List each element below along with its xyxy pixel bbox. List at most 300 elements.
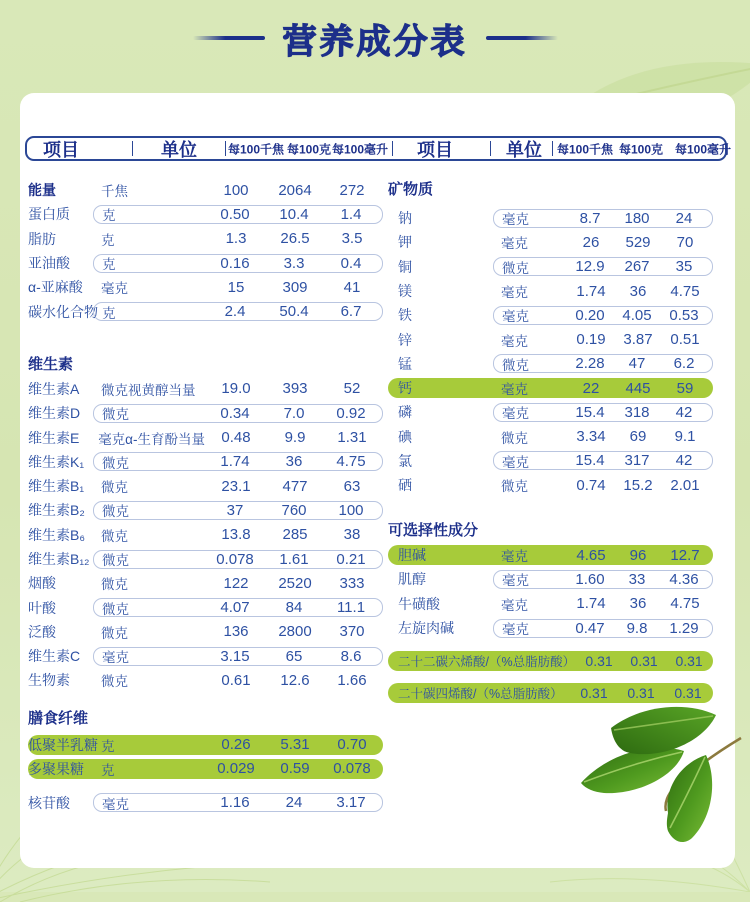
item-value: 0.31	[585, 653, 613, 670]
item-value: 0.50	[220, 205, 250, 223]
header-divider	[552, 141, 553, 156]
item-value: 393	[282, 380, 308, 398]
table-row	[388, 327, 713, 351]
header-col-per100kj-left: 每100千焦	[227, 142, 285, 156]
item-value: 1.31	[337, 429, 367, 447]
row-values	[493, 427, 713, 446]
item-unit: 毫克	[101, 281, 128, 297]
page-title: 营养成分表	[282, 22, 468, 61]
item-unit: 克	[102, 257, 116, 273]
item-value: 12.6	[280, 671, 310, 689]
item-value: 136	[223, 623, 249, 641]
table-row	[388, 400, 713, 424]
item-unit: 微克	[101, 674, 128, 690]
item-value: 15.2	[623, 476, 653, 494]
item-value: 4.05	[622, 306, 652, 324]
item-value: 4.07	[220, 599, 250, 617]
item-value: 100	[223, 181, 249, 199]
item-unit: 毫克	[102, 796, 129, 812]
table-row	[388, 230, 713, 254]
header-item-right: 项目	[417, 139, 453, 160]
item-unit: 微克	[102, 504, 129, 520]
row-values	[493, 282, 713, 301]
header-col-per100g-right: 每100克	[618, 142, 664, 156]
row-values	[93, 229, 383, 248]
item-unit: 毫克	[102, 650, 129, 666]
table-row	[388, 473, 713, 497]
item-unit: 微克	[502, 260, 529, 276]
item-value: 36	[629, 282, 647, 300]
row-values	[93, 759, 383, 778]
table-row	[388, 567, 713, 591]
item-name: 二十碳四烯酸/（%总脂肪酸）	[398, 687, 563, 702]
item-name: 脂肪	[28, 230, 56, 247]
item-value: 1.74	[576, 282, 606, 300]
item-value: 6.7	[340, 303, 362, 321]
item-value: 0.31	[627, 685, 655, 702]
section-header: 膳食纤维	[28, 709, 89, 727]
item-value: 0.74	[576, 476, 606, 494]
item-name: 蛋白质	[28, 206, 70, 223]
nutrition-table-left	[28, 178, 383, 815]
table-row	[28, 668, 383, 692]
item-value: 1.3	[225, 230, 247, 248]
item-name: 维生素B₆	[28, 526, 85, 543]
table-row	[388, 378, 713, 398]
item-value: 2800	[278, 623, 312, 641]
item-name: 铁	[398, 307, 412, 324]
item-value: 19.0	[221, 380, 251, 398]
item-name: 低聚半乳糖	[28, 736, 98, 753]
header-item-left: 项目	[43, 139, 79, 160]
item-name: 肌醇	[398, 571, 426, 588]
item-value: 1.29	[669, 619, 699, 637]
item-unit: 微克	[501, 479, 528, 495]
header-divider	[392, 141, 393, 156]
item-value: 47	[628, 355, 646, 373]
item-unit: 毫克	[502, 622, 529, 637]
item-value: 8.7	[579, 209, 601, 227]
row-values	[93, 622, 383, 641]
item-name: 维生素B₁	[28, 478, 85, 495]
header-col-per100g-left: 每100克	[286, 142, 332, 156]
item-value: 318	[624, 403, 650, 421]
item-value: 100	[338, 501, 364, 519]
row-values	[493, 594, 713, 613]
item-value: 24	[285, 794, 303, 812]
item-value: 11.1	[336, 599, 366, 617]
item-value: 15.4	[575, 403, 605, 421]
item-value: 3.17	[336, 794, 366, 812]
table-row	[388, 206, 713, 230]
item-value: 0.31	[630, 653, 658, 670]
item-name: 维生素A	[28, 380, 80, 397]
row-values	[93, 525, 383, 544]
item-value: 65	[285, 647, 303, 665]
header-divider	[490, 141, 491, 156]
item-value: 59	[676, 379, 694, 397]
item-unit: 毫克	[502, 406, 529, 422]
item-unit: 微克	[102, 601, 129, 617]
item-value: 13.8	[221, 526, 251, 544]
item-value: 0.26	[221, 736, 251, 754]
item-value: 10.4	[279, 205, 309, 223]
row-values	[93, 254, 383, 273]
item-value: 445	[625, 379, 651, 397]
table-row	[28, 275, 383, 299]
item-unit: 微克	[501, 430, 528, 446]
row-values	[93, 181, 383, 200]
item-unit: 毫克	[502, 573, 529, 589]
nutrition-table-right	[388, 178, 713, 715]
item-unit: 微克	[101, 625, 128, 641]
item-value: 180	[624, 209, 650, 227]
item-unit: 微克视黄醇当量	[101, 382, 196, 398]
item-name: 碘	[398, 428, 412, 445]
item-value: 8.6	[340, 647, 362, 665]
section-header: 矿物质	[388, 181, 434, 198]
row-values	[93, 793, 383, 812]
row-values	[93, 671, 383, 690]
item-value: 52	[343, 380, 361, 398]
item-value: 5.31	[280, 736, 310, 754]
table-row	[28, 791, 383, 815]
item-value: 4.65	[576, 546, 606, 564]
row-values	[93, 452, 383, 471]
item-value: 267	[624, 258, 650, 276]
item-unit: 克	[101, 738, 115, 754]
item-value: 0.53	[669, 306, 699, 324]
item-name: 左旋肉碱	[398, 620, 454, 636]
section-header: 维生素	[28, 355, 74, 373]
header-unit-right: 单位	[506, 139, 542, 160]
item-value: 3.15	[220, 647, 250, 665]
item-value: 4.36	[669, 570, 699, 588]
row-values	[93, 477, 383, 496]
header-col-per100ml-right: 每100毫升	[674, 142, 732, 156]
item-value: 3.87	[623, 331, 653, 349]
table-row	[28, 425, 383, 449]
item-unit: 微克	[101, 528, 128, 544]
table-section	[28, 353, 383, 693]
table-row	[388, 255, 713, 279]
table-row	[28, 644, 383, 668]
item-unit: 克	[102, 208, 116, 224]
row-values	[93, 598, 383, 617]
item-name: 泛酸	[28, 623, 56, 640]
table-row	[388, 279, 713, 303]
table-row	[388, 592, 713, 616]
item-value: 23.1	[221, 477, 251, 495]
table-section	[28, 178, 383, 324]
item-unit: 千焦	[101, 184, 128, 200]
item-value: 0.4	[340, 254, 362, 272]
item-value: 50.4	[279, 303, 309, 321]
header-col-per100ml-left: 每100毫升	[331, 142, 389, 156]
item-value: 38	[343, 526, 361, 544]
item-name: 核苷酸	[28, 794, 70, 811]
item-unit: 毫克	[502, 454, 529, 470]
item-unit: 微克	[101, 480, 128, 496]
table-row	[28, 401, 383, 425]
item-unit: 毫克	[501, 549, 528, 565]
item-value: 26	[582, 233, 600, 251]
row-values	[90, 428, 383, 447]
item-name: 维生素K₁	[28, 453, 85, 470]
item-name: 维生素D	[28, 405, 81, 422]
item-value: 529	[625, 233, 651, 251]
item-unit: 微克	[102, 553, 129, 568]
item-value: 33	[628, 570, 646, 588]
item-value: 0.31	[675, 653, 703, 670]
table-row	[28, 523, 383, 547]
item-value: 477	[282, 477, 308, 495]
row-values	[493, 306, 713, 325]
header-divider	[132, 141, 133, 156]
page-title-row	[0, 12, 750, 64]
section-header: 可选择性成分	[388, 522, 479, 540]
item-unit: 毫克	[501, 333, 528, 349]
item-name: 胆碱	[398, 547, 426, 564]
row-values	[493, 354, 713, 373]
table-row	[388, 651, 713, 671]
item-value: 1.74	[220, 453, 250, 471]
item-value: 1.74	[576, 595, 606, 613]
item-value: 9.9	[284, 429, 306, 447]
row-values	[93, 302, 383, 321]
item-name: 多聚果糖	[28, 760, 84, 777]
item-value: 0.21	[336, 550, 366, 568]
row-values	[93, 550, 383, 569]
item-value: 0.078	[216, 550, 254, 568]
row-values	[93, 647, 383, 666]
table-section	[28, 707, 383, 815]
item-unit: 毫克α-生育酚当量	[98, 431, 205, 447]
item-unit: 毫克	[501, 597, 528, 613]
row-values	[493, 379, 713, 398]
item-unit: 微克	[502, 357, 529, 373]
item-unit: 毫克	[502, 212, 529, 228]
row-values	[93, 278, 383, 297]
item-name: 硒	[398, 477, 412, 494]
item-value: 1.61	[279, 550, 309, 568]
table-section	[388, 519, 713, 640]
item-value: 36	[629, 595, 647, 613]
item-value: 37	[226, 501, 244, 519]
row-values	[493, 233, 713, 252]
item-name: 维生素B₁₂	[28, 551, 90, 567]
item-value: 0.20	[575, 306, 605, 324]
item-name: 维生素C	[28, 648, 81, 665]
item-value: 6.2	[673, 355, 695, 373]
row-values	[493, 476, 713, 495]
row-values	[493, 451, 713, 470]
table-section	[388, 178, 713, 497]
item-value: 3.34	[576, 428, 606, 446]
item-unit: 毫克	[501, 382, 528, 398]
item-value: 317	[624, 452, 650, 470]
table-header	[25, 136, 732, 161]
header-unit-left: 单位	[161, 139, 197, 160]
header-col-per100kj-right: 每100千焦	[556, 142, 614, 156]
item-value: 96	[629, 546, 647, 564]
item-value: 4.75	[670, 282, 700, 300]
item-value: 69	[629, 428, 647, 446]
item-value: 2064	[278, 181, 312, 199]
item-value: 12.9	[575, 258, 605, 276]
item-name: 锰	[398, 355, 412, 372]
item-unit: 微克	[102, 455, 129, 471]
item-value: 84	[285, 599, 303, 617]
item-value: 370	[339, 623, 365, 641]
item-value: 42	[675, 403, 693, 421]
item-value: 15.4	[575, 452, 605, 470]
item-unit: 毫克	[502, 309, 529, 325]
item-value: 24	[675, 209, 693, 227]
row-values	[93, 501, 383, 520]
item-name: 叶酸	[28, 599, 56, 616]
item-value: 760	[281, 501, 307, 519]
item-value: 0.70	[337, 736, 367, 754]
item-name: 氯	[398, 452, 412, 469]
table-row	[28, 547, 383, 571]
item-value: 0.16	[220, 254, 250, 272]
item-unit: 毫克	[501, 285, 528, 301]
item-value: 1.16	[220, 794, 250, 812]
item-value: 3.3	[283, 254, 305, 272]
item-name: 生物素	[28, 672, 70, 689]
item-name: 钾	[398, 234, 412, 251]
item-value: 0.31	[580, 685, 608, 702]
row-values	[493, 619, 713, 638]
table-row	[388, 303, 713, 327]
item-name: 维生素E	[28, 429, 80, 446]
item-value: 0.51	[670, 331, 700, 349]
item-value: 42	[675, 452, 693, 470]
row-values	[493, 330, 713, 349]
item-name: 牛磺酸	[398, 595, 440, 612]
item-value: 333	[339, 574, 365, 592]
table-row	[388, 449, 713, 473]
row-values	[93, 735, 383, 754]
table-row	[388, 545, 713, 565]
item-value: 0.029	[217, 760, 255, 778]
item-value: 0.31	[674, 685, 702, 702]
table-row	[28, 474, 383, 498]
row-values	[93, 205, 383, 224]
title-decor-line-right	[486, 36, 558, 40]
item-value: 2.01	[670, 476, 700, 494]
item-name: 钙	[398, 380, 412, 397]
item-name: 能量	[28, 182, 56, 199]
item-value: 285	[282, 526, 308, 544]
item-value: 0.19	[576, 331, 606, 349]
item-value: 1.60	[575, 570, 605, 588]
item-value: 309	[282, 278, 308, 296]
item-value: 2.4	[224, 303, 246, 321]
item-name: 钠	[398, 210, 412, 227]
item-value: 0.48	[221, 429, 251, 447]
table-row	[28, 620, 383, 644]
table-row	[28, 202, 383, 226]
table-row	[28, 299, 383, 323]
item-value: 26.5	[280, 230, 310, 248]
table-row	[28, 595, 383, 619]
item-value: 7.0	[283, 404, 305, 422]
item-unit: 微克	[101, 577, 128, 593]
item-name: 锌	[398, 331, 412, 348]
row-values	[93, 574, 383, 593]
item-name: 烟酸	[28, 575, 56, 592]
item-name: 铜	[398, 258, 412, 275]
table-row	[28, 227, 383, 251]
row-values	[493, 570, 713, 589]
item-unit: 毫克	[501, 236, 528, 252]
row-values	[493, 209, 713, 228]
item-value: 2520	[278, 574, 312, 592]
item-value: 3.5	[341, 230, 363, 248]
item-value: 12.7	[670, 546, 700, 564]
row-values	[493, 403, 713, 422]
item-value: 0.92	[336, 404, 366, 422]
item-value: 0.34	[220, 404, 250, 422]
table-row	[28, 571, 383, 595]
item-value: 0.47	[575, 619, 605, 637]
item-value: 35	[675, 258, 693, 276]
item-name: 磷	[398, 404, 412, 421]
item-value: 41	[343, 278, 361, 296]
item-unit: 克	[102, 305, 116, 321]
item-unit: 克	[101, 762, 115, 778]
row-values	[93, 404, 383, 423]
item-value: 0.078	[333, 760, 371, 778]
item-name: 亚油酸	[28, 255, 70, 272]
table-row	[28, 498, 383, 522]
table-row	[388, 352, 713, 376]
item-unit: 微克	[102, 407, 129, 423]
item-value: 1.66	[337, 671, 367, 689]
item-value: 22	[582, 379, 600, 397]
table-row	[388, 616, 713, 640]
item-value: 0.59	[280, 760, 310, 778]
table-row	[28, 450, 383, 474]
row-values	[493, 546, 713, 565]
green-leaves-icon	[556, 693, 746, 878]
item-value: 122	[223, 574, 249, 592]
table-row	[28, 735, 383, 755]
row-values	[93, 379, 383, 398]
item-name: 二十二碳六烯酸/（%总脂肪酸）	[398, 655, 576, 670]
row-values	[493, 257, 713, 276]
item-name: 碳水化合物	[28, 303, 98, 320]
item-value: 4.75	[670, 595, 700, 613]
item-value: 2.28	[575, 355, 605, 373]
item-value: 1.4	[340, 205, 362, 223]
table-row	[28, 759, 383, 779]
item-value: 9.1	[674, 428, 696, 446]
table-row	[28, 377, 383, 401]
item-value: 0.61	[221, 671, 251, 689]
item-value: 15	[227, 278, 245, 296]
item-value: 4.75	[336, 453, 366, 471]
item-name: α-亚麻酸	[28, 279, 83, 296]
table-row	[28, 178, 383, 202]
item-name: 镁	[398, 283, 412, 300]
item-value: 9.8	[626, 619, 648, 637]
item-value: 70	[676, 233, 694, 251]
table-row	[388, 424, 713, 448]
item-name: 维生素B₂	[28, 502, 85, 519]
